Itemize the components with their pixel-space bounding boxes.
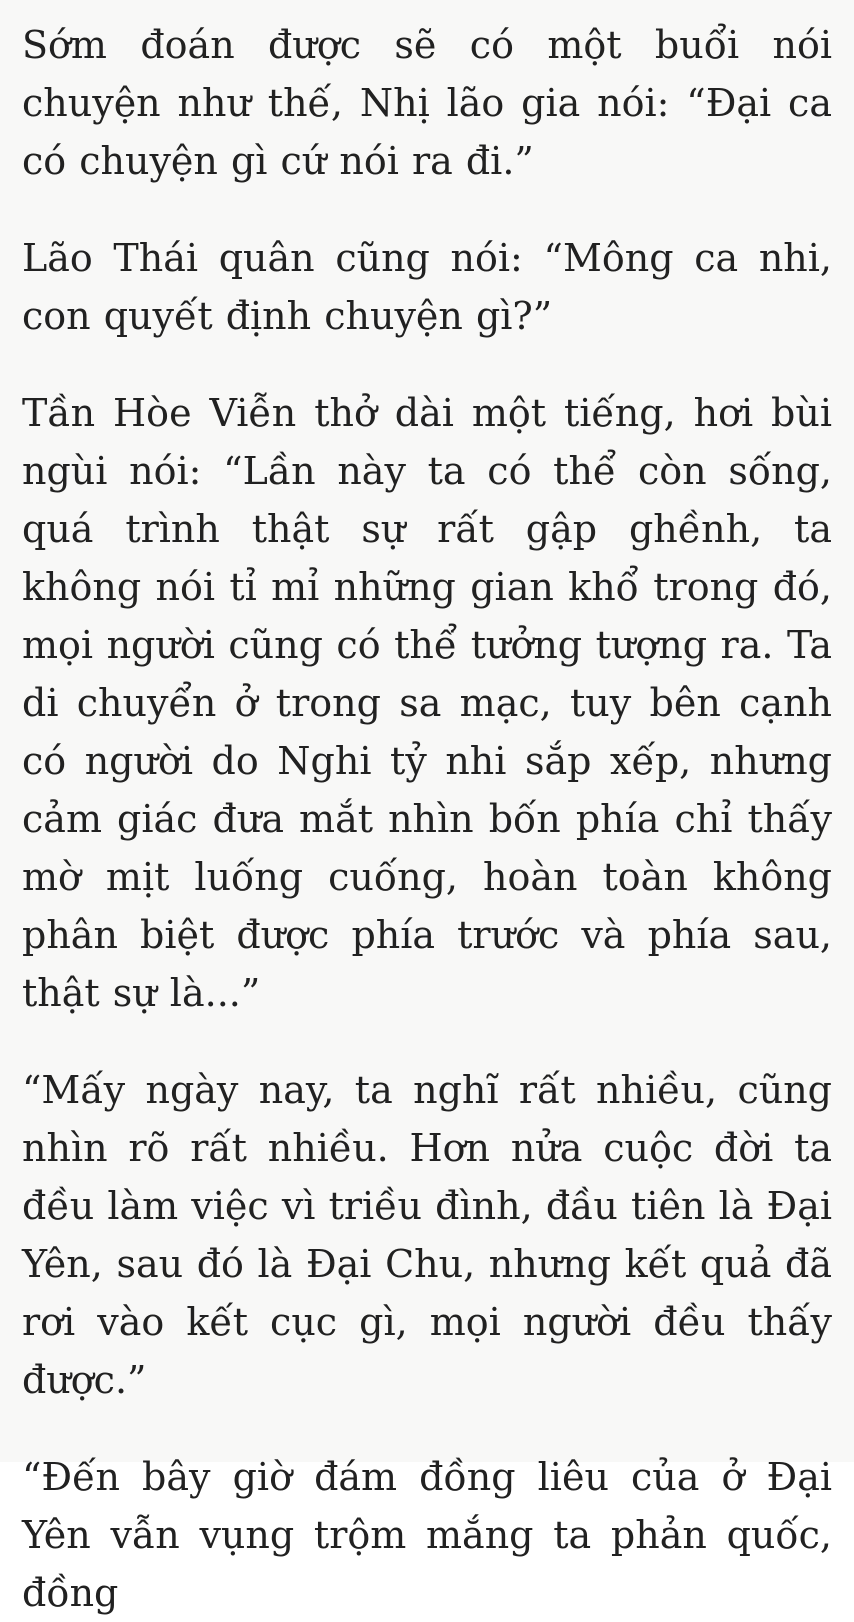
paragraph: Tần Hòe Viễn thở dài một tiếng, hơi bùi ngùi nói: “Lần này ta có thể còn sống, quá trình thật sự rất gập ghềnh, ta không nói tỉ mỉ những gian khổ trong đó, mọi người cũng có thể tưởng tượng ra. Ta di chuyển ở trong sa mạc, tuy bên cạnh có người do Nghi tỷ nhi sắp xếp, nhưng cảm giác đưa mắt nhìn bốn phía chỉ thấy mờ mịt luống cuống, hoàn toàn không phân biệt được phía trước và phía sau, thật sự là...”	[22, 391, 832, 1015]
paragraph: Sớm đoán được sẽ có một buổi nói chuyện như thế, Nhị lão gia nói: “Đại ca có chuyện gì cứ nói ra đi.”	[22, 23, 832, 183]
paragraph: “Đến bây giờ đám đồng liêu của ở Đại Yên vẫn vụng trộm mắng ta phản quốc, đồng	[22, 1455, 832, 1615]
paragraph: Lão Thái quân cũng nói: “Mông ca nhi, con quyết định chuyện gì?”	[22, 236, 832, 338]
paragraph: “Mấy ngày nay, ta nghĩ rất nhiều, cũng nhìn rõ rất nhiều. Hơn nửa cuộc đời ta đều làm việc vì triều đình, đầu tiên là Đại Yên, sau đó là Đại Chu, nhưng kết quả đã rơi vào kết cục gì, mọi người đều thấy được.”	[22, 1068, 832, 1402]
